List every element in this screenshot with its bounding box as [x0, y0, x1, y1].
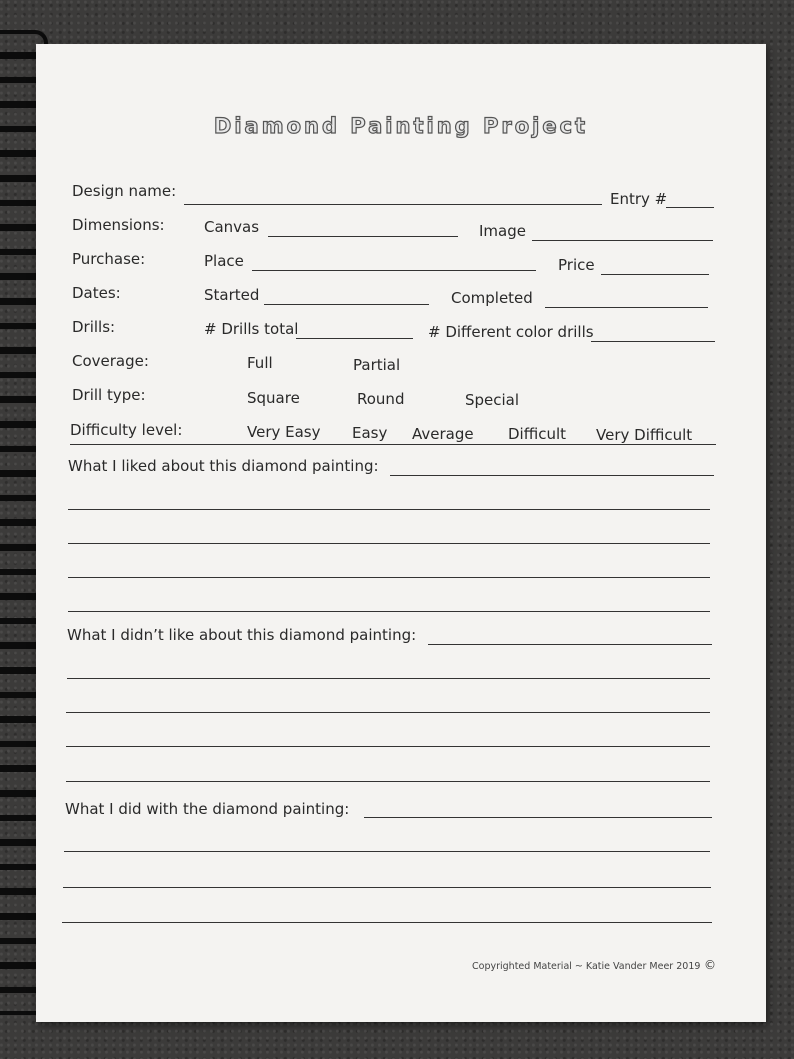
disliked-line[interactable] [67, 678, 710, 679]
entry-label: Entry # [610, 190, 668, 208]
difficulty-option-average[interactable]: Average [412, 425, 474, 443]
place-line[interactable] [252, 270, 536, 271]
section-divider [70, 444, 716, 445]
difficulty-option-difficult[interactable]: Difficult [508, 425, 567, 443]
page-title: Diamond Painting Project [213, 114, 589, 138]
copyright-icon: © [704, 958, 716, 972]
disliked-line[interactable] [66, 712, 710, 713]
difficulty-option-very-easy[interactable]: Very Easy [247, 423, 321, 441]
drill-type-option-special[interactable]: Special [465, 391, 520, 409]
did-line[interactable] [63, 887, 711, 888]
disliked-prompt: What I didn’t like about this diamond painting: [67, 626, 417, 644]
did-line[interactable] [64, 851, 710, 852]
drill-type-option-square[interactable]: Square [247, 389, 300, 407]
liked-line[interactable] [390, 475, 714, 476]
form-page [36, 44, 766, 1022]
disliked-line[interactable] [66, 746, 710, 747]
drills-label: Drills: [72, 318, 116, 336]
did-line[interactable] [62, 922, 712, 923]
liked-line[interactable] [68, 543, 710, 544]
difficulty-level-label: Difficulty level: [70, 421, 183, 439]
disliked-line[interactable] [66, 781, 710, 782]
completed-label: Completed [451, 289, 533, 307]
did-prompt: What I did with the diamond painting: [65, 800, 350, 818]
image-label: Image [479, 222, 526, 240]
image-line[interactable] [532, 240, 713, 241]
coverage-option-full[interactable]: Full [247, 354, 273, 372]
design-name-line[interactable] [184, 204, 602, 205]
different-color-drills-line[interactable] [591, 341, 715, 342]
price-line[interactable] [601, 274, 709, 275]
drills-total-label: # Drills total [204, 320, 299, 338]
dates-label: Dates: [72, 284, 121, 302]
canvas-label: Canvas [204, 218, 260, 236]
liked-line[interactable] [68, 509, 710, 510]
started-line[interactable] [264, 304, 429, 305]
completed-line[interactable] [545, 307, 708, 308]
purchase-label: Purchase: [72, 250, 146, 268]
place-label: Place [204, 252, 244, 270]
difficulty-option-easy[interactable]: Easy [352, 424, 388, 442]
difficulty-option-very-difficult[interactable]: Very Difficult [596, 426, 693, 444]
started-label: Started [204, 286, 260, 304]
did-line[interactable] [364, 817, 712, 818]
coverage-option-partial[interactable]: Partial [353, 356, 401, 374]
price-label: Price [558, 256, 595, 274]
dimensions-label: Dimensions: [72, 216, 165, 234]
drill-type-label: Drill type: [72, 386, 146, 404]
coverage-label: Coverage: [72, 352, 149, 370]
liked-line[interactable] [68, 611, 710, 612]
drill-type-option-round[interactable]: Round [357, 390, 405, 408]
entry-line[interactable] [666, 207, 714, 208]
liked-prompt: What I liked about this diamond painting: [68, 457, 379, 475]
liked-line[interactable] [68, 577, 710, 578]
copyright-text: Copyrighted Material ~ Katie Vander Meer 2019 [472, 961, 701, 972]
design-name-label: Design name: [72, 182, 177, 200]
disliked-line[interactable] [428, 644, 712, 645]
drills-total-line[interactable] [296, 338, 413, 339]
different-color-drills-label: # Different color drills [428, 323, 594, 341]
canvas-line[interactable] [268, 236, 458, 237]
